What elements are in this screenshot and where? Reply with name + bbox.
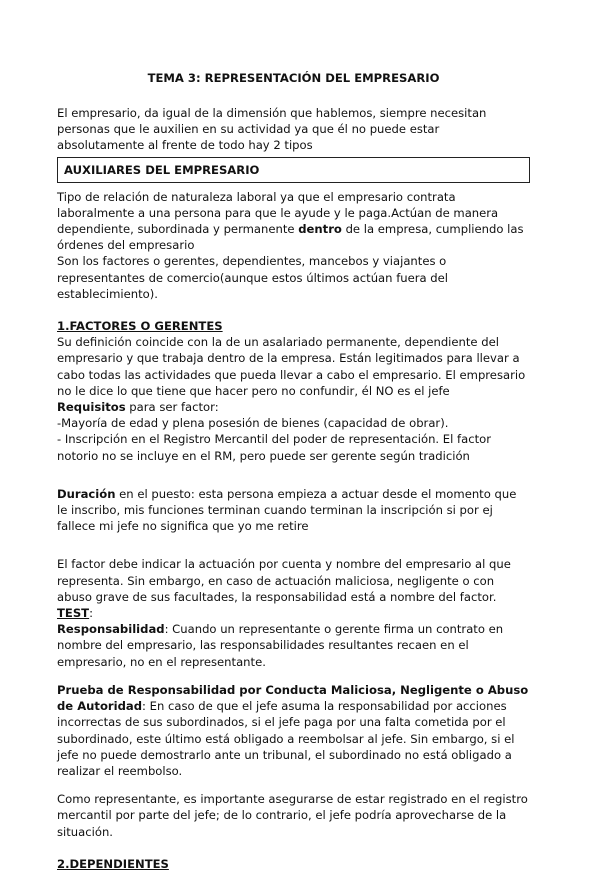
factor-paragraph: El factor debe indicar la actuación por cuenta y nombre del empresario al que representa. Sin embargo, en caso de actuación maliciosa, negligente o con abuso grave de sus facultades, la responsabilidad está a nombre del factor. (57, 557, 511, 604)
test-label: TEST: (57, 606, 93, 621)
section-box-heading: AUXILIARES DEL EMPRESARIO (57, 157, 530, 183)
responsabilidad-paragraph: Responsabilidad: Cuando un representante o gerente firma un contrato en nombre del empresario, las responsabilidades resultantes recaen en el empresario, no en el representante. (57, 622, 504, 669)
requisito-1: -Mayoría de edad y plena posesión de bienes (capacidad de obrar). (57, 416, 449, 431)
document-title: TEMA 3: REPRESENTACIÓN DEL EMPRESARIO (147, 71, 440, 85)
aux-paragraph-2: Son los factores o gerentes, dependientes, mancebos y viajantes o representantes de comercio(aunque estos últimos actúan fuera del establecimiento). (57, 254, 449, 301)
requisitos-line: Requisitos para ser factor: (57, 400, 219, 415)
document-page (57, 71, 530, 872)
final-paragraph: Como representante, es importante asegurarse de estar registrado en el registro mercantil por parte del jefe; de lo contrario, el jefe podría aprovecharse de la situación. (57, 792, 528, 839)
intro-paragraph: El empresario, da igual de la dimensión que hablemos, siempre necesitan personas que le auxilien en su actividad ya que él no puede estar absolutamente al frente de todo hay 2 tipos (57, 106, 487, 153)
aux-paragraph-1: Tipo de relación de naturaleza laboral ya que el empresario contrata laboralmente a una persona para que le ayude y le paga.Actúan de manera dependiente, subordinada y permanente dentro de la empresa, cumpliendo las órdenes del empresario (57, 189, 524, 253)
prueba-paragraph: Prueba de Responsabilidad por Conducta Maliciosa, Negligente o Abuso de Autoridad: En caso de que el jefe asuma la responsabilidad por acciones incorrectas de sus subordinados, si el jefe paga por una falta cometida por el subordinado, este último está obligado a reembolsar al jefe. Sin embargo, si el jefe no puede demostrarlo ante un tribunal, el subordinado no está obligado a realizar el reembolso. (57, 682, 529, 778)
requisito-2: - Inscripción en el Registro Mercantil del poder de representación. El factor notorio no se incluye en el RM, pero puede ser gerente según tradición (57, 432, 491, 463)
factores-heading: 1.FACTORES O GERENTES (57, 319, 223, 334)
duracion-paragraph: Duración en el puesto: esta persona empieza a actuar desde el momento que le inscribo, mis funciones terminan cuando terminan la inscripción si por ej fallece mi jefe no significa que yo me retire (57, 486, 517, 534)
dependientes-heading: 2.DEPENDIENTES (57, 856, 169, 871)
factores-definition: Su definición coincide con la de un asalariado permanente, dependiente del empresario y que trabaja dentro de la empresa. Están legitimados para llevar a cabo todas las actividades que pueda llevar a cabo el empresario. El empresario no le dice lo que tiene que hacer pero no confundir, él NO es el jefe (57, 335, 526, 398)
